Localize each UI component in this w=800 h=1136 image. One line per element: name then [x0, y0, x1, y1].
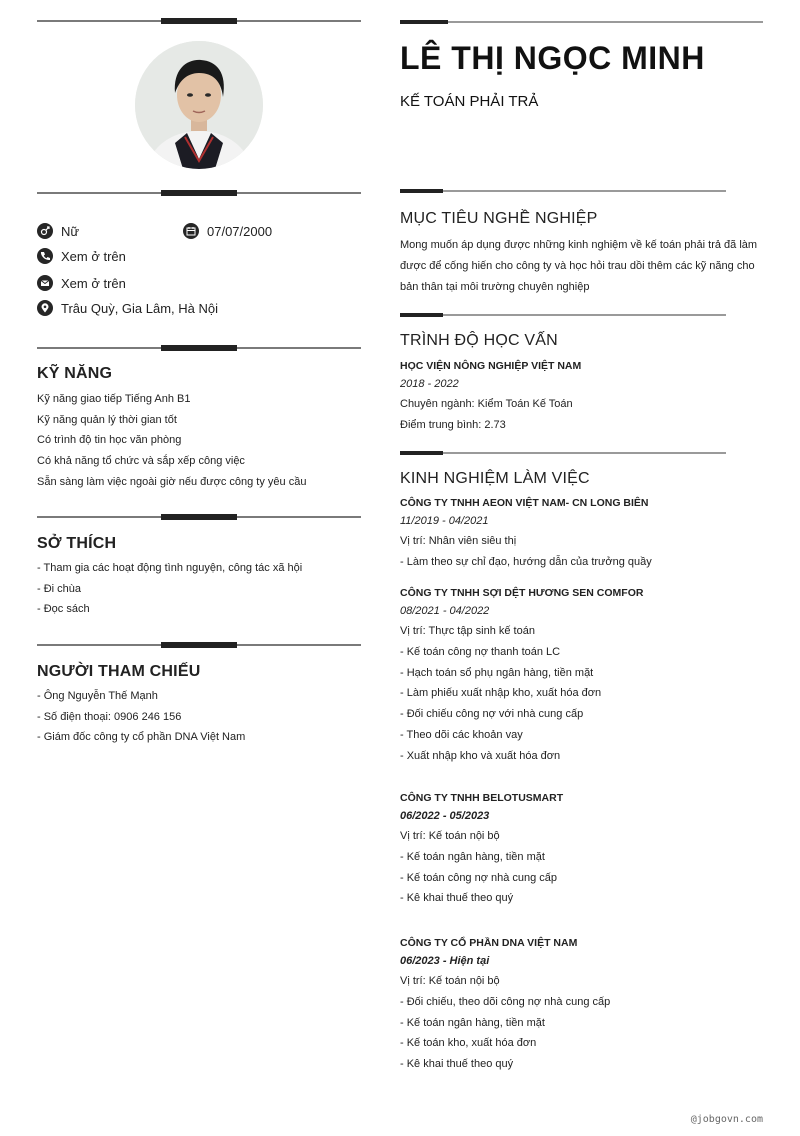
contact-phone	[37, 248, 126, 264]
experience-job	[400, 494, 780, 573]
list-item: - Tham gia các hoạt động tình nguyện, công tác xã hội	[37, 562, 303, 574]
objective-text: Mong muốn áp dụng được những kinh nghiệm về kế toán phải trả đã làm được để cống hiến cho công ty và học hỏi trau dồi thêm các kỹ năng cho bản thân tại môi trường chuyên nghiệp	[400, 239, 758, 293]
job-line: Vị trí: Kế toán nội bộ	[400, 830, 500, 842]
job-period: 08/2021 - 04/2022	[400, 605, 490, 617]
list-item: - Số điện thoại: 0906 246 156	[37, 710, 182, 723]
job-period: 11/2019 - 04/2021	[400, 515, 489, 527]
hobbies-heading: SỞ THÍCH	[37, 535, 117, 552]
job-line: - Làm phiếu xuất nhập kho, xuất hóa đơn	[400, 687, 602, 700]
skills-list	[37, 389, 367, 492]
company-name: CÔNG TY TNHH AEON VIỆT NAM- CN LONG BIÊN	[400, 497, 649, 509]
job-line: - Kế toán ngân hàng, tiền mặt	[400, 850, 545, 863]
divider	[400, 21, 763, 23]
education-period: 2018 - 2022	[400, 378, 459, 390]
job-line: - Kế toán công nợ nhà cung cấp	[400, 871, 558, 884]
experience-job	[400, 934, 780, 1075]
education-heading: TRÌNH ĐỘ HỌC VẤN	[400, 332, 558, 349]
gender-value: Nữ	[61, 223, 80, 239]
job-line: - Hạch toán sổ phụ ngân hàng, tiền mặt	[400, 666, 594, 679]
list-item: - Đọc sách	[37, 603, 90, 616]
list-item: Có trình độ tin học văn phòng	[37, 434, 182, 447]
education-block	[400, 357, 780, 436]
company-name: CÔNG TY TNHH SỢI DỆT HƯƠNG SEN COMFOR	[400, 587, 644, 599]
phone-icon	[37, 248, 53, 264]
job-line: - Làm theo sự chỉ đạo, hướng dẫn của trưởng quầy	[400, 555, 652, 568]
divider	[400, 190, 726, 192]
footer-watermark: @jobgovn.com	[690, 1114, 763, 1125]
job-title: KẾ TOÁN PHẢI TRẢ	[400, 93, 539, 110]
company-name: CÔNG TY CỔ PHẦN DNA VIỆT NAM	[400, 937, 578, 949]
job-line: - Kế toán ngân hàng, tiền mặt	[400, 1016, 545, 1029]
divider	[37, 516, 361, 518]
job-line: - Kế toán kho, xuất hóa đơn	[400, 1037, 537, 1050]
school-name: HỌC VIỆN NÔNG NGHIỆP VIỆT NAM	[400, 360, 582, 372]
divider	[400, 452, 726, 454]
contact-birthday	[183, 223, 272, 239]
job-line: Vị trí: Kế toán nội bộ	[400, 975, 500, 987]
education-gpa: Điểm trung bình: 2.73	[400, 418, 506, 431]
job-line: Vị trí: Nhân viên siêu thị	[400, 535, 517, 547]
experience-job	[400, 584, 780, 767]
experience-job	[400, 789, 780, 909]
job-line: - Đối chiếu, theo dõi công nợ nhà cung cấp	[400, 995, 611, 1008]
list-item: Kỹ năng quản lý thời gian tốt	[37, 413, 177, 426]
list-item: - Đi chùa	[37, 582, 82, 595]
job-line: - Kế toán công nợ thanh toán LC	[400, 645, 561, 658]
divider	[37, 347, 361, 349]
hobbies-list	[37, 558, 367, 620]
list-item: Có khả năng tổ chức và sắp xếp công việc	[37, 455, 245, 468]
address-value: Trâu Quỳ, Gia Lâm, Hà Nội	[61, 300, 219, 316]
profile-photo	[135, 41, 263, 169]
calendar-icon	[183, 223, 199, 239]
experience-heading: KINH NGHIỆM LÀM VIỆC	[400, 470, 590, 487]
job-period: 06/2022 - 05/2023	[400, 810, 490, 822]
list-item: Sẵn sàng làm việc ngoài giờ nếu được công ty yêu cầu	[37, 475, 307, 488]
contact-address	[37, 300, 218, 316]
gender-icon	[37, 223, 53, 239]
phone-value: Xem ở trên	[61, 248, 126, 264]
job-line: - Theo dõi các khoản vay	[400, 728, 523, 741]
education-major: Chuyên ngành: Kiểm Toán Kế Toán	[400, 398, 573, 410]
company-name: CÔNG TY TNHH BELOTUSMART	[400, 792, 564, 804]
contact-email	[37, 275, 126, 291]
list-item: Kỹ năng giao tiếp Tiếng Anh B1	[37, 393, 191, 405]
candidate-name: LÊ THỊ NGỌC MINH	[400, 40, 705, 76]
contact-gender	[37, 223, 79, 239]
references-heading: NGƯỜI THAM CHIẾU	[37, 663, 201, 680]
job-period: 06/2023 - Hiện tại	[400, 955, 490, 967]
objective-heading: MỤC TIÊU NGHỀ NGHIỆP	[400, 210, 598, 227]
job-line: - Xuất nhập kho và xuất hóa đơn	[400, 749, 561, 762]
location-pin-icon	[37, 300, 53, 316]
job-line: Vị trí: Thực tập sinh kế toán	[400, 625, 535, 637]
job-line: - Đối chiếu công nợ với nhà cung cấp	[400, 708, 584, 721]
job-line: - Kê khai thuế theo quý	[400, 1058, 514, 1071]
divider	[37, 20, 361, 22]
divider	[400, 314, 726, 316]
divider	[37, 192, 361, 194]
divider	[37, 644, 361, 646]
email-value: Xem ở trên	[61, 275, 126, 291]
email-icon	[37, 275, 53, 291]
skills-heading: KỸ NĂNG	[37, 365, 113, 382]
list-item: - Giám đốc công ty cổ phần DNA Việt Nam	[37, 731, 246, 744]
list-item: - Ông Nguyễn Thế Mạnh	[37, 690, 158, 702]
job-line: - Kê khai thuế theo quý	[400, 892, 514, 905]
references-list	[37, 686, 367, 748]
birthday-value: 07/07/2000	[207, 223, 273, 239]
